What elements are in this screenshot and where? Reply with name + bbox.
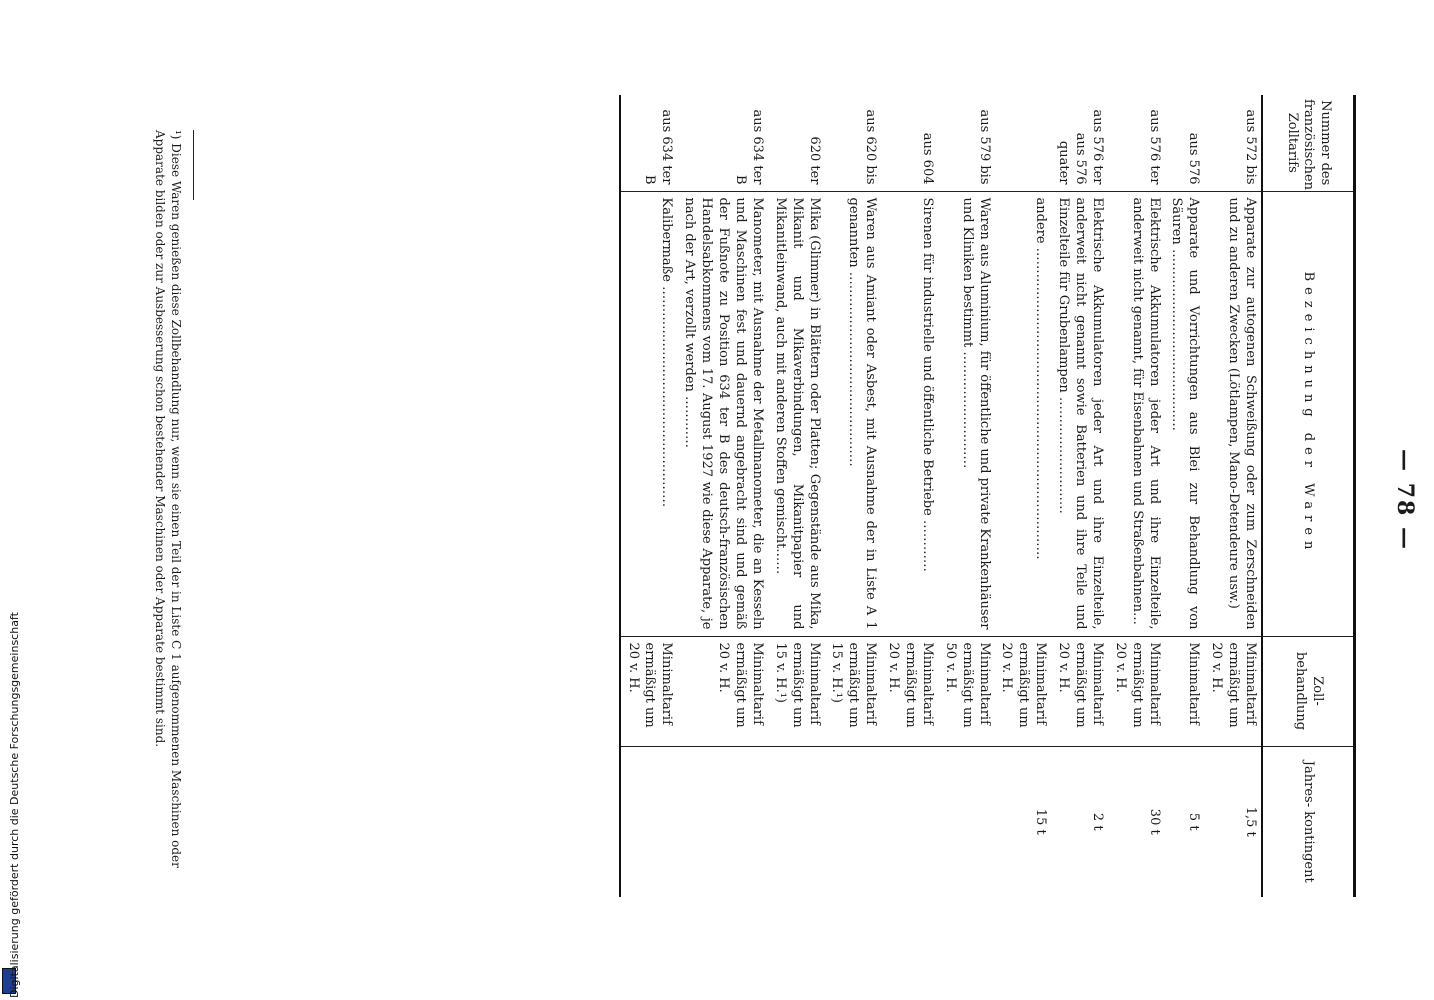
quota-cell: 15 t [995, 746, 1052, 897]
table-row [1051, 95, 1108, 897]
treatment-cell: Minimaltarif ermäßigt um 15 v. H.¹) [825, 636, 882, 746]
treatment-cell: Minimaltarif ermäßigt um 50 v. H. [938, 636, 995, 746]
footnote-divider [193, 130, 194, 200]
table-header-row [1262, 95, 1355, 897]
quota-cell: 5 t [1165, 746, 1205, 897]
treatment-cell: Minimaltarif ermäßigt um 20 v. H. [620, 636, 678, 746]
treatment-cell: Minimaltarif ermäßigt um 20 v. H. [881, 636, 938, 746]
treatment-cell: Minimaltarif [1165, 636, 1205, 746]
table-row [881, 95, 938, 897]
table-row [1204, 95, 1262, 897]
table-row [677, 95, 767, 897]
table-row [768, 95, 825, 897]
table-row [1108, 95, 1165, 897]
header-description: Bezeichnung der Waren [1262, 191, 1355, 636]
quota-cell [620, 746, 678, 897]
tariff-number-cell: aus 604 [919, 132, 935, 185]
quota-cell: 1,5 t [1204, 746, 1262, 897]
digitization-credit: Digitalisierung gefördert durch die Deutsche Forschungsgemeinschaft [8, 612, 21, 998]
header-treatment: Zoll- behandlung [1262, 636, 1355, 746]
description-cell: Kalibermaße …………………………………………… [620, 191, 678, 636]
tariff-number-cell: aus 620 bis [863, 109, 879, 185]
treatment-cell: Minimaltarif ermäßigt um 20 v. H. [1108, 636, 1165, 746]
tariff-number-cell: aus 576 [1186, 132, 1202, 185]
table-row [995, 95, 1052, 897]
quota-cell [881, 746, 938, 897]
tariff-number-cell: aus 634 ter B [732, 109, 765, 185]
header-tariff-number: Nummer des französischen Zolltarifs [1262, 95, 1355, 191]
description-cell: Elektrische Akkumulatoren jeder Art und ihre Einzelteile, anderweit nicht genannt sowie Batterien und ihre Teile und Einzelteile für Grubenlampen ……………………… [1051, 191, 1108, 636]
description-cell: Sirenen für industrielle und öffentliche Betriebe ………… [881, 191, 938, 636]
description-cell: Manometer, mit Ausnahme der Metallmanometer, die an Kesseln und Maschinen fest und dauernd angebracht sind und gemäß der Fußnote zu Position 634 ter B des deutsch-französischen Handelsabkommens vom 17. August 1927 wie diese Apparate, je nach der Art, verzollt werden ………… [677, 191, 767, 636]
quota-cell [825, 746, 882, 897]
description-cell: Apparate und Vorrichtungen aus Blei zur Behandlung von Säuren …………………………………… [1165, 191, 1205, 636]
table-row [620, 95, 678, 897]
tariff-number-cell: aus 634 ter B [620, 95, 678, 191]
tariff-number-cell [995, 95, 1052, 191]
treatment-cell: Minimaltarif ermäßigt um 15 v. H.¹) [768, 636, 825, 746]
table-row [825, 95, 882, 897]
tariff-table [619, 95, 1356, 897]
quota-cell [677, 746, 767, 897]
quota-cell [938, 746, 995, 897]
header-quota: Jahres- kontingent [1262, 746, 1355, 897]
quota-cell [768, 746, 825, 897]
table-row [938, 95, 995, 897]
quota-cell: 2 t [1051, 746, 1108, 897]
description-cell: andere ……………………………………………………………… [995, 191, 1052, 636]
description-cell: Mika (Glimmer) in Blättern oder Platten; Gegenstände aus Mika, Mikanit und Mikaverbindungen, Mikanitpapier und Mikanitleinwand, auch mit anderen Stoffen gemischt…… [768, 191, 825, 636]
quota-cell: 30 t [1108, 746, 1165, 897]
description-cell: Waren aus Amiant oder Asbest, mit Ausnahme der in Liste A 1 genannten ……………………………………… [825, 191, 882, 636]
table-row [1165, 95, 1205, 897]
treatment-cell: Minimaltarif ermäßigt um 20 v. H. [1204, 636, 1262, 746]
description-cell: Apparate zur autogenen Schweißung oder zum Zerschneiden und zu anderen Zwecken (Lötlampen, Mano-Detendeure usw.) [1204, 191, 1262, 636]
description-cell: Elektrische Akkumulatoren jeder Art und ihre Einzelteile, anderweit nicht genannt, für Eisenbahnen und Straßenbahnen… [1108, 191, 1165, 636]
page-number: — 78 — [1392, 449, 1418, 551]
tariff-number-cell: aus 572 bis [1243, 109, 1258, 185]
tariff-number-cell: 620 ter [806, 136, 822, 185]
treatment-cell: Minimaltarif ermäßigt um 20 v. H. [677, 636, 767, 746]
tariff-number-cell: aus 576 ter [1146, 109, 1162, 185]
description-cell: Waren aus Aluminium, für öffentliche und private Krankenhäuser und Kliniken bestimmt ……………………… [938, 191, 995, 636]
tariff-number-cell: aus 579 bis [976, 109, 992, 185]
tariff-number-cell: aus 576 ter aus 576 quater [1056, 109, 1105, 185]
footnote: ¹) Diese Waren genießen diese Zollbehandlung nur, wenn sie einen Teil der in Liste C 1 aufgenommenen Maschinen oder Apparate bilden oder zur Ausbesserung schon bestehender Maschinen oder Apparate bestimmt sind. [152, 130, 183, 868]
treatment-cell: Minimaltarif ermäßigt um 20 v. H. [995, 636, 1052, 746]
treatment-cell: Minimaltarif ermäßigt um 20 v. H. [1051, 636, 1108, 746]
